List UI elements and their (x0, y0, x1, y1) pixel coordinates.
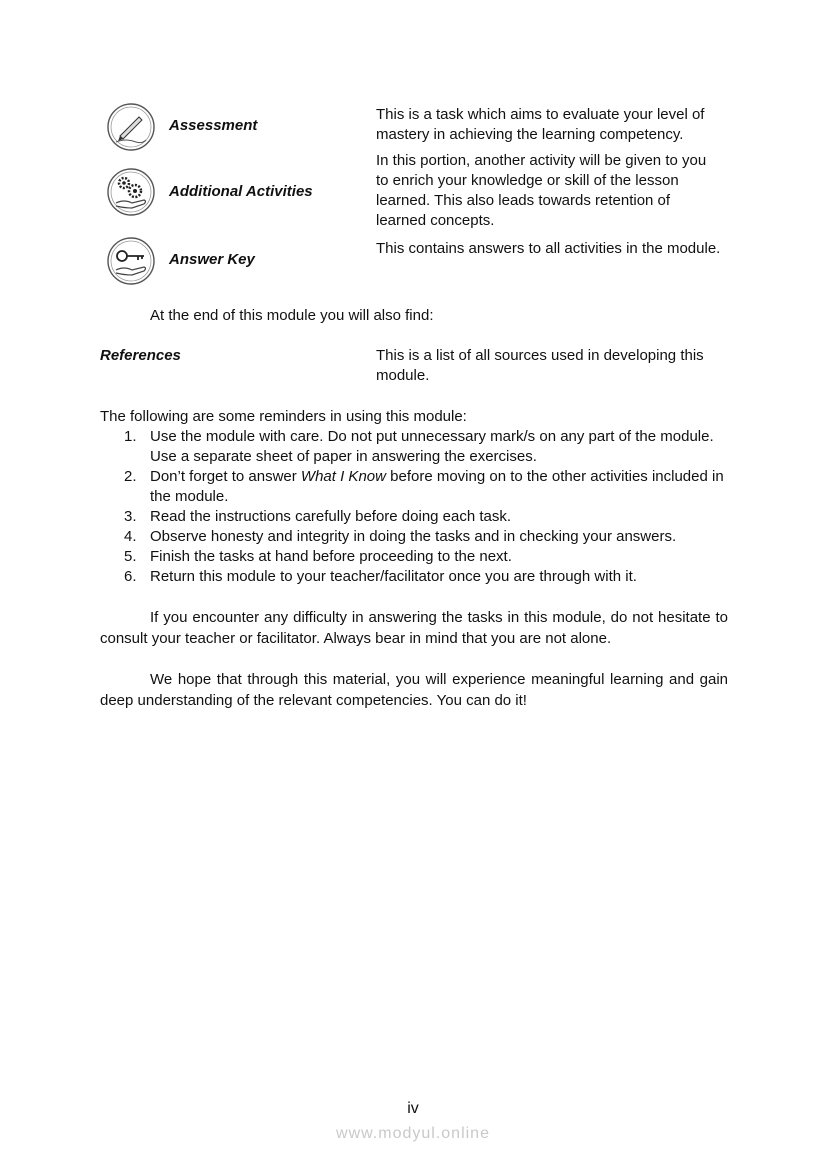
list-number: 1. (124, 428, 137, 445)
list-item (100, 547, 740, 567)
list-item (100, 567, 740, 587)
list-number: 2. (124, 468, 137, 485)
closing-paragraph: We hope that through this material, you will experience meaningful learning and gain deep understanding of the relevant competencies. You can do it! (100, 671, 728, 709)
reminders-section (100, 407, 740, 587)
end-note: At the end of this module you will also find: (150, 307, 434, 324)
page-number: iv (407, 1100, 419, 1117)
section-description: This contains answers to all activities in the module. (376, 240, 721, 257)
list-text: Use the module with care. Do not put unnecessary mark/s on any part of the module. Use a separate sheet of paper in answering the exercises. (150, 428, 714, 465)
list-number: 6. (124, 568, 137, 585)
watermark: www.modyul.online (336, 1125, 490, 1142)
list-number: 5. (124, 548, 137, 565)
reminders-list (100, 427, 740, 587)
help-paragraph: If you encounter any difficulty in answering the tasks in this module, do not hesitate to consult your teacher or facilitator. Always bear in mind that you are not alone. (100, 609, 728, 647)
emphasis-text: What I Know (300, 468, 386, 485)
section-description: In this portion, another activity will be given to you to enrich your knowledge or skill of the lesson learned. This also leads towards retention of learned concepts. (376, 152, 707, 229)
gears-in-hand-icon (106, 167, 156, 217)
pen-writing-icon (106, 102, 156, 152)
list-text: Finish the tasks at hand before proceeding to the next. (150, 548, 512, 565)
list-item (100, 467, 740, 507)
reminders-intro: The following are some reminders in using this module: (100, 408, 467, 425)
list-text-part: Don’t forget to answer (150, 468, 301, 485)
list-text-part: before moving on to the other activities included in the module. (150, 468, 724, 505)
section-title: Additional Activities (169, 183, 313, 200)
references-title: References (100, 347, 181, 364)
section-description: This is a task which aims to evaluate your level of mastery in achieving the learning competency. (376, 106, 705, 143)
section-title: Assessment (169, 117, 258, 134)
list-text (150, 468, 724, 505)
list-text: Read the instructions carefully before doing each task. (150, 508, 512, 525)
list-text: Observe honesty and integrity in doing the tasks and in checking your answers. (150, 528, 677, 545)
list-number: 3. (124, 508, 137, 525)
list-text: Return this module to your teacher/facilitator once you are through with it. (150, 568, 637, 585)
list-item (100, 527, 740, 547)
list-item (100, 507, 740, 527)
references-description: This is a list of all sources used in developing this module. (376, 347, 704, 384)
key-in-hand-icon (106, 236, 156, 286)
list-number: 4. (124, 528, 137, 545)
list-item (100, 427, 740, 467)
section-title: Answer Key (169, 251, 255, 268)
